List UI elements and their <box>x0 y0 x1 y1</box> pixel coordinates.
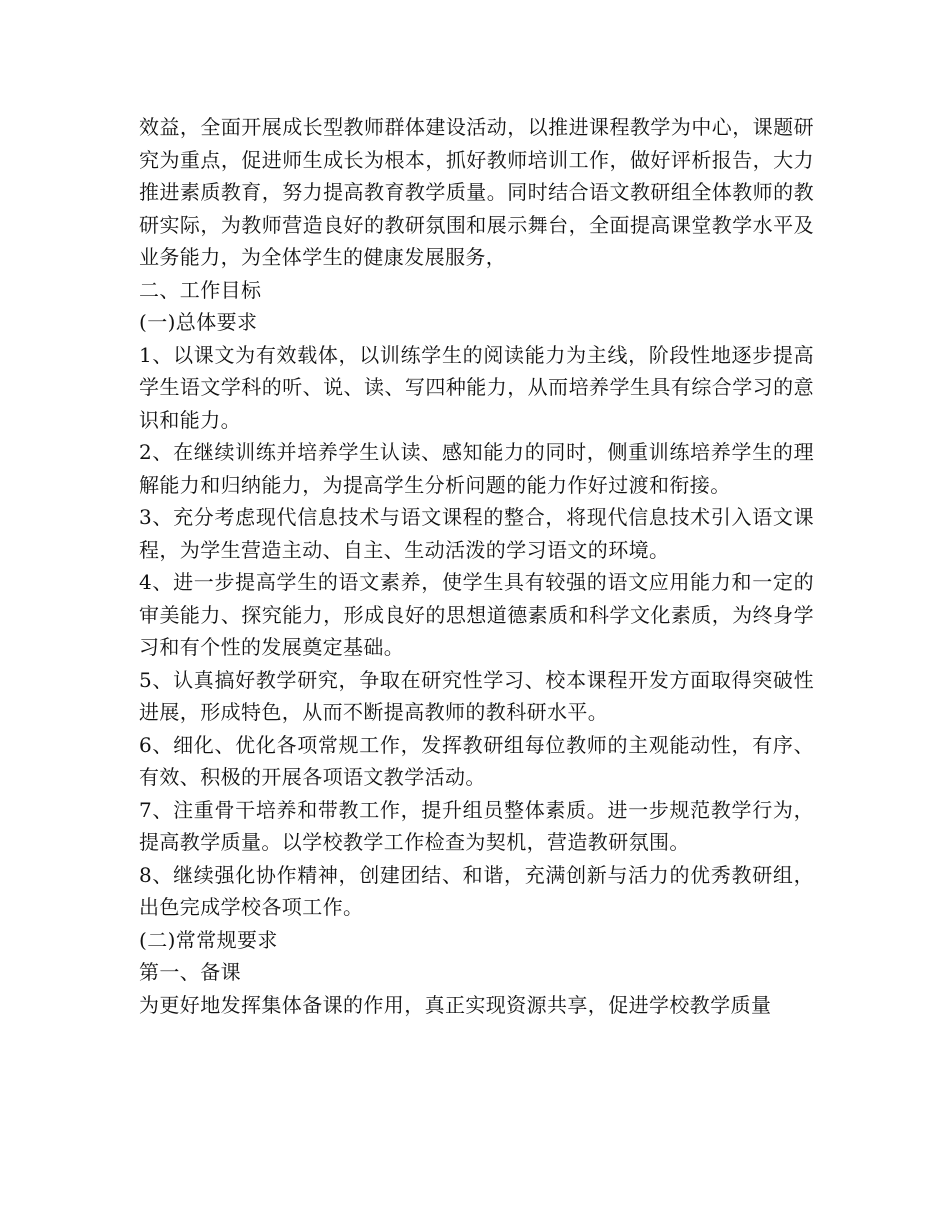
goal-item-5: 5、认真搞好教学研究，争取在研究性学习、校本课程开发方面取得突破性进展，形成特色，从而不断提高教师的教科研水平。 <box>139 667 814 724</box>
goal-item-3: 3、充分考虑现代信息技术与语文课程的整合，将现代信息技术引入语文课程，为学生营造主动、自主、生动活泼的学习语文的环境。 <box>139 505 814 562</box>
document-body <box>139 111 814 1021</box>
goal-item-2: 2、在继续训练并培养学生认读、感知能力的同时，侧重训练培养学生的理解能力和归纳能力，为提高学生分析问题的能力作好过渡和衔接。 <box>139 440 814 497</box>
subsection-heading-overall-requirements: (一)总体要求 <box>139 310 258 334</box>
goal-item-7: 7、注重骨干培养和带教工作，提升组员整体素质。进一步规范教学行为，提高教学质量。以学校教学工作检查为契机，营造教研氛围。 <box>139 797 814 854</box>
intro-paragraph: 效益，全面开展成长型教师群体建设活动，以推进课程教学为中心，课题研究为重点，促进师生成长为根本，抓好教师培训工作，做好评析报告，大力推进素质教育，努力提高教育教学质量。同时结合语文教研组全体教师的教研实际，为教师营造良好的教研氛围和展示舞台，全面提高课堂教学水平及业务能力，为全体学生的健康发展服务， <box>139 115 814 269</box>
lesson-prep-paragraph: 为更好地发挥集体备课的作用，真正实现资源共享，促进学校教学质量 <box>139 992 772 1017</box>
goal-item-1: 1、以课文为有效载体，以训练学生的阅读能力为主线，阶段性地逐步提高学生语文学科的听、说、读、写四种能力，从而培养学生具有综合学习的意识和能力。 <box>139 342 814 432</box>
item-heading-lesson-prep: 第一、备课 <box>139 960 241 984</box>
section-heading-work-goals: 二、工作目标 <box>139 277 262 302</box>
goal-item-8: 8、继续强化协作精神，创建团结、和谐，充满创新与活力的优秀教研组，出色完成学校各项工作。 <box>139 862 814 919</box>
goal-item-6: 6、细化、优化各项常规工作，发挥教研组每位教师的主观能动性，有序、有效、积极的开展各项语文教学活动。 <box>139 732 814 789</box>
subsection-heading-routine-requirements: (二)常常规要求 <box>139 927 278 952</box>
goal-item-4: 4、进一步提高学生的语文素养，使学生具有较强的语文应用能力和一定的审美能力、探究能力，形成良好的思想道德素质和科学文化素质，为终身学习和有个性的发展奠定基础。 <box>139 570 814 659</box>
